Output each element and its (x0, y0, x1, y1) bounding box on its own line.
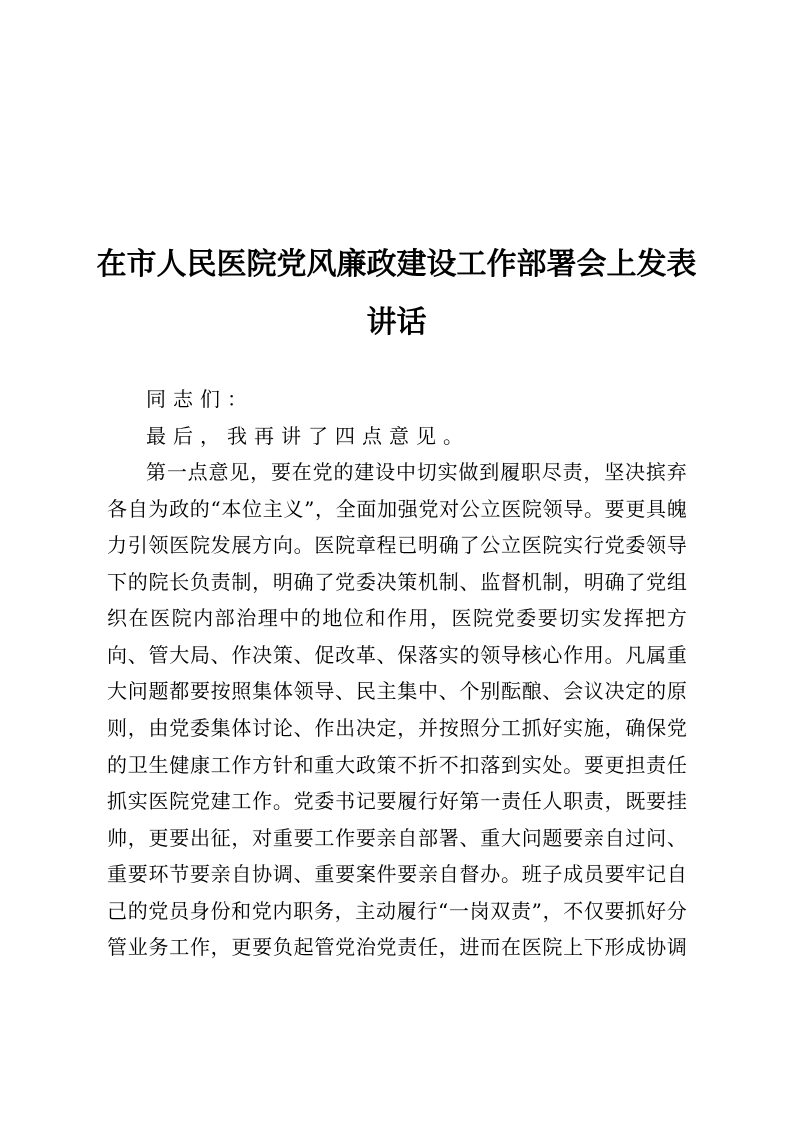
body-line: 力 引 领 医 院 发 展 方 向 。 医 院 章 程 已 明 确 了 公 立 医 院 实 行 党 委 领 导 (107, 533, 687, 557)
body-line: 向 、 管 大 局 、 作 决 策 、 促 改 革 、 保 落 实 的 领 导 核 心 作 用 。 凡 属 重 (107, 643, 687, 667)
body-line: 第 一 点 意 见 ， 要 在 党 的 建 设 中 切 实 做 到 履 职 尽 责 ， 坚 决 摈 弃 (146, 460, 687, 484)
body-line: 重 要 环 节 要 亲 自 协 调 、 重 要 案 件 要 亲 自 督 办 。 班 子 成 员 要 牢 记 自 (107, 862, 687, 886)
body-line: 抓 实 医 院 党 建 工 作 。 党 委 书 记 要 履 行 好 第 一 责 任 人 职 责 ， 既 要 挂 (107, 789, 687, 813)
body-line: 下 的 院 长 负 责 制 ， 明 确 了 党 委 决 策 机 制 、 监 督 机 制 ， 明 确 了 党 组 (107, 570, 687, 594)
body-line: 管 业 务 工 作 ， 更 要 负 起 管 党 治 党 责 任 ， 进 而 在 医 院 上 下 形 成 协 调 (107, 935, 687, 959)
body-line: 大 问 题 都 要 按 照 集 体 领 导 、 民 主 集 中 、 个 别 酝 酿 、 会 议 决 定 的 原 (107, 679, 687, 703)
body-line: 己 的 党 员 身 份 和 党 内 职 务 ， 主 动 履 行 “ 一 岗 双 责 ” ， 不 仅 要 抓 好 分 (107, 899, 687, 923)
body-line: 的 卫 生 健 康 工 作 方 针 和 重 大 政 策 不 折 不 扣 落 到 实 处 。 要 更 担 责 任 (107, 753, 687, 777)
body-line: 织 在 医 院 内 部 治 理 中 的 地 位 和 作 用 ， 医 院 党 委 要 切 实 发 挥 把 方 (107, 606, 687, 630)
body-line: 最后，我再讲了四点意见。 (146, 424, 470, 448)
body-line: 帅 ， 更 要 出 征 ， 对 重 要 工 作 要 亲 自 部 署 、 重 大 问 题 要 亲 自 过 问 、 (107, 826, 687, 850)
body-line: 各 自 为 政 的 “ 本 位 主 义 ” ， 全 面 加 强 党 对 公 立 医 院 领 导 。 要 更 具 魄 (107, 497, 687, 521)
salutation: 同志们： (146, 387, 254, 411)
document-title-line-1: 在市人民医院党风廉政建设工作部署会上发表 (96, 247, 697, 282)
body-line: 则 ， 由 党 委 集 体 讨 论 、 作 出 决 定 ， 并 按 照 分 工 抓 好 实 施 ， 确 保 党 (107, 716, 687, 740)
document-title-line-2: 讲话 (366, 305, 427, 340)
